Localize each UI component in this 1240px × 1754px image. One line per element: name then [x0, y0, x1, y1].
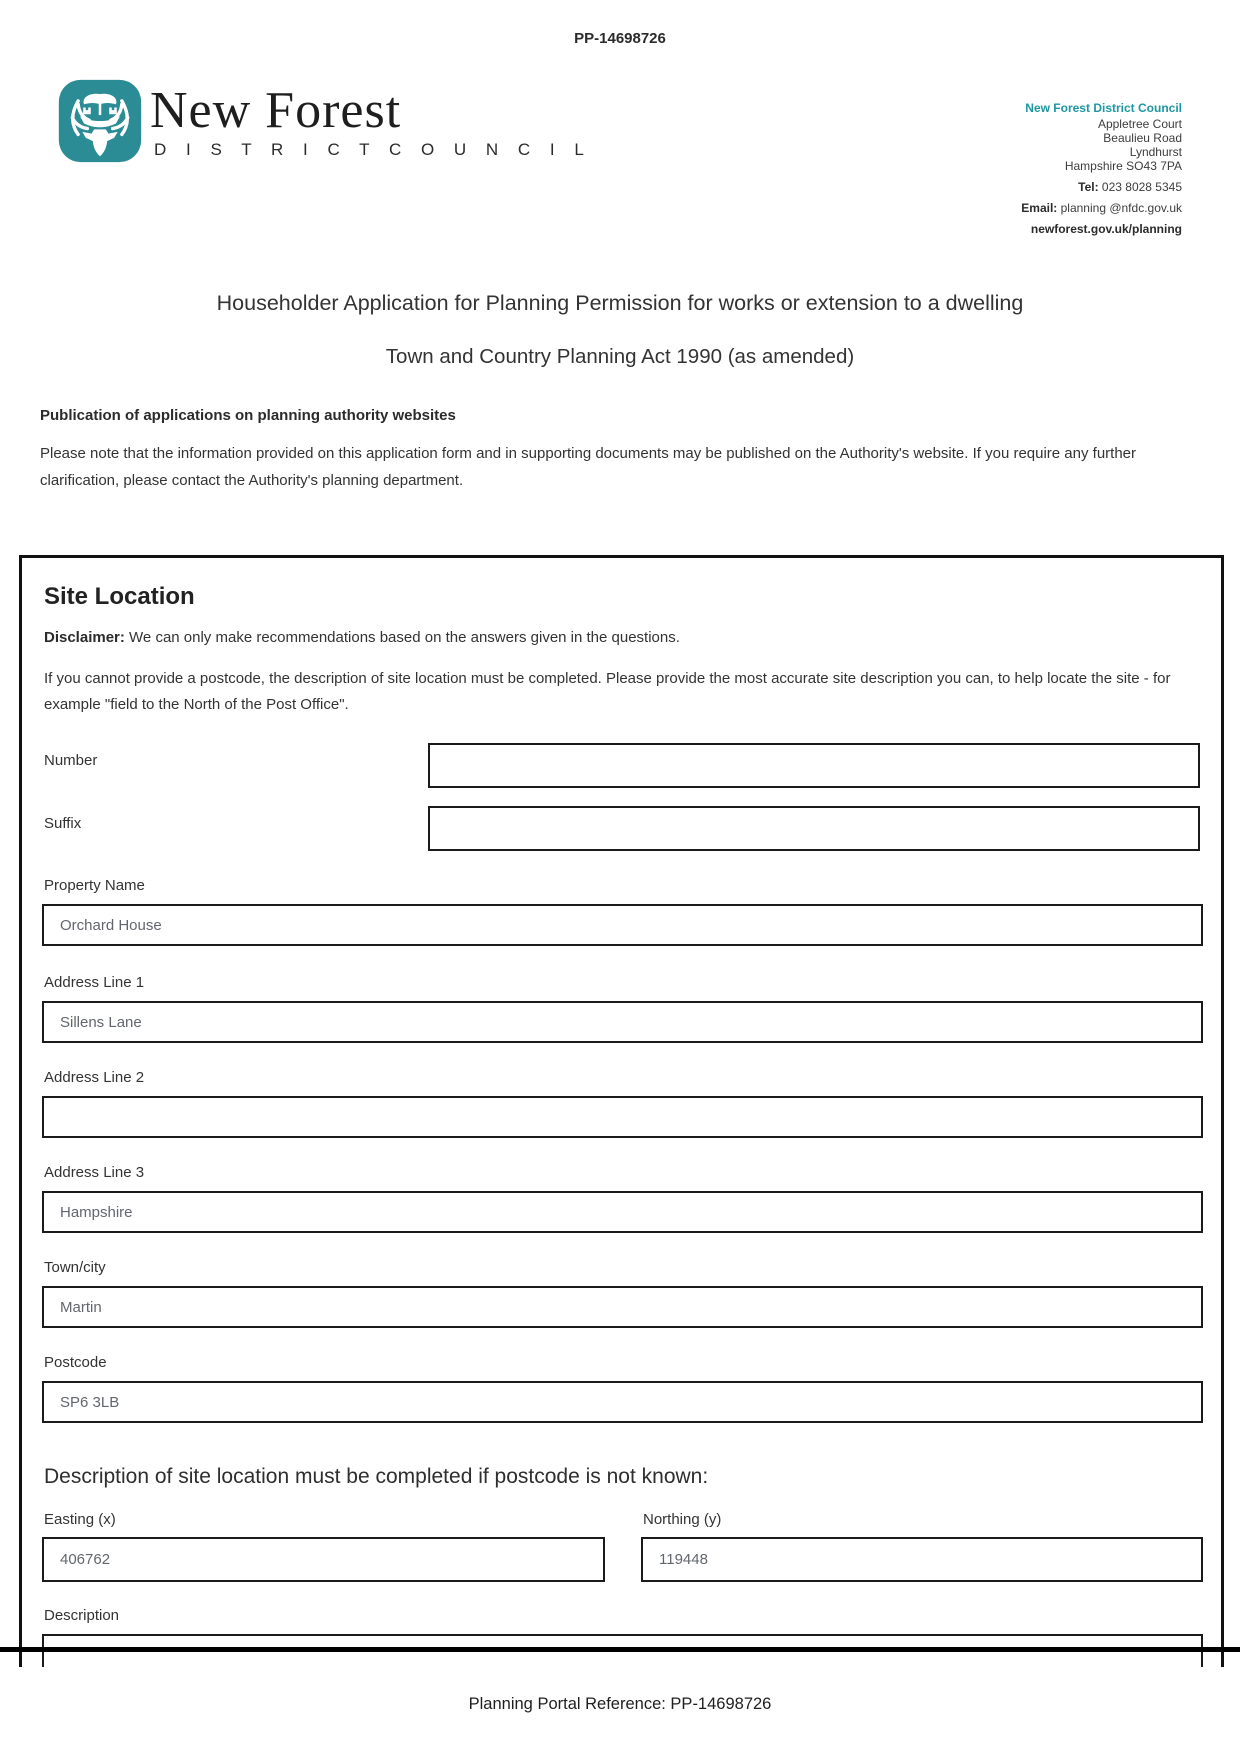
- address-line-3-label: Address Line 3: [44, 1164, 145, 1181]
- contact-tel: [1021, 180, 1182, 194]
- town-city-label: Town/city: [44, 1259, 106, 1276]
- site-location-disclaimer: [44, 628, 1200, 648]
- site-location-section: [19, 555, 1224, 1667]
- number-input[interactable]: [428, 743, 1200, 788]
- disclaimer-text: We can only make recommendations based on the answers given in the questions.: [124, 629, 680, 646]
- address-line-2-input[interactable]: [42, 1096, 1203, 1138]
- page-header: [58, 75, 1182, 236]
- contact-address-line: Hampshire SO43 7PA: [1064, 159, 1182, 173]
- contact-website: newforest.gov.uk/planning: [1030, 222, 1182, 236]
- council-contact-block: [1021, 101, 1182, 236]
- suffix-input[interactable]: [428, 806, 1200, 851]
- description-requirement-heading: Description of site location must be completed if postcode is not known:: [44, 1465, 709, 1488]
- suffix-row: [42, 806, 1200, 851]
- property-name-label: Property Name: [44, 877, 145, 894]
- town-city-input[interactable]: [42, 1286, 1203, 1328]
- suffix-label: Suffix: [44, 815, 82, 832]
- site-location-heading: Site Location: [44, 583, 195, 610]
- number-label: Number: [44, 752, 98, 769]
- form-subtitle: Town and Country Planning Act 1990 (as amended): [385, 345, 855, 368]
- contact-address-line: Appletree Court: [1097, 117, 1182, 131]
- logo-name: New Forest: [150, 82, 402, 139]
- publication-note: Please note that the information provided on this application form and in supporting documents may be published on the Authority's website. If you require any further clarification, please contact the Authority's planning department.: [40, 445, 1137, 489]
- postcode-input[interactable]: [42, 1381, 1203, 1423]
- council-logo: [58, 79, 591, 163]
- tel-label: Tel:: [1078, 180, 1099, 194]
- planning-portal-ref-footer: Planning Portal Reference: PP-14698726: [468, 1695, 772, 1713]
- address-line-1-label: Address Line 1: [44, 974, 145, 991]
- email-value: planning @nfdc.gov.uk: [1057, 201, 1182, 215]
- northing-field: [641, 1511, 1203, 1582]
- deer-ship-crest-icon: [58, 79, 142, 163]
- tel-value: 023 8028 5345: [1098, 180, 1182, 194]
- contact-council-name: New Forest District Council: [1025, 101, 1182, 115]
- council-logotype: [150, 79, 591, 160]
- property-name-input[interactable]: [42, 904, 1203, 946]
- easting-field: [42, 1511, 605, 1582]
- contact-email: [1021, 201, 1182, 215]
- northing-label: Northing (y): [643, 1511, 722, 1528]
- coordinates-row: [42, 1511, 1200, 1582]
- address-line-1-input[interactable]: [42, 1001, 1203, 1043]
- address-line-2-label: Address Line 2: [44, 1069, 145, 1086]
- description-label: Description: [44, 1607, 120, 1624]
- contact-address-line: Beaulieu Road: [1103, 131, 1182, 145]
- easting-input[interactable]: [42, 1537, 605, 1582]
- address-line-3-input[interactable]: [42, 1191, 1203, 1233]
- publication-heading: Publication of applications on planning authority websites: [40, 407, 456, 424]
- number-row: [42, 743, 1200, 788]
- postcode-label: Postcode: [44, 1354, 107, 1371]
- logo-subname: D I S T R I C T C O U N C I L: [154, 140, 592, 159]
- contact-address-line: Lyndhurst: [1129, 145, 1182, 159]
- disclaimer-label: Disclaimer:: [44, 629, 125, 646]
- easting-label: Easting (x): [44, 1511, 116, 1528]
- page-divider: [0, 1647, 1240, 1652]
- email-label: Email:: [1021, 201, 1058, 215]
- site-location-instructions: If you cannot provide a postcode, the description of site location must be completed. Please provide the most accurate site description you can, to help locate the site - for example "field to the North of the Post Office".: [44, 670, 1171, 713]
- northing-input[interactable]: [641, 1537, 1203, 1582]
- planning-portal-ref-header: PP-14698726: [574, 30, 666, 47]
- form-title: Householder Application for Planning Permission for works or extension to a dwelling: [216, 291, 1024, 315]
